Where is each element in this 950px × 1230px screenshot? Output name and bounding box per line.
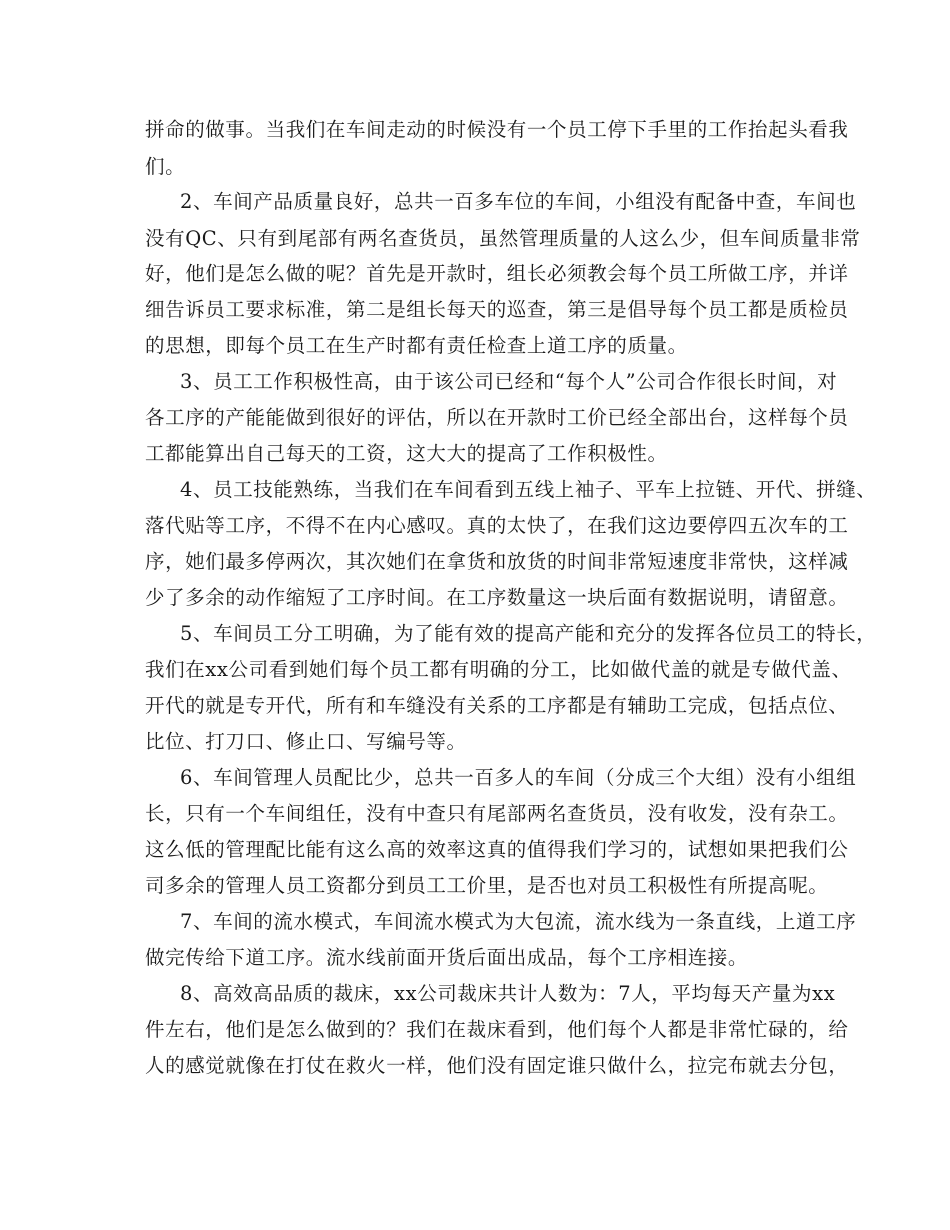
text-line-3: 2、车间产品质量良好，总共一百多车位的车间，小组没有配备中查，车间也 — [180, 190, 857, 213]
text-line-20: 长，只有一个车间组任，没有中查只有尾部两名查货员，没有收发，没有杂工。 — [145, 802, 849, 825]
text-line-8: 3、员工工作积极性高，由于该公司已经和“每个人”公司合作很长时间，对 — [180, 370, 838, 393]
text-line-21: 这么低的管理配比能有这么高的效率这真的值得我们学习的，试想如果把我们公 — [145, 838, 849, 861]
text-line-25: 8、高效高品质的裁床，xx公司裁床共计人数为：7人，平均每天产量为xx — [180, 982, 836, 1005]
text-line-24: 做完传给下道工序。流水线前面开货后面出成品，每个工序相连接。 — [145, 946, 749, 969]
text-line-2: 们。 — [145, 155, 186, 178]
text-line-7: 的思想，即每个员工在生产时都有责任检查上道工序的质量。 — [145, 334, 688, 357]
text-line-16: 我们在xx公司看到她们每个员工都有明确的分工，比如做代盖的就是专做代盖、 — [145, 658, 852, 681]
text-line-14: 少了多余的动作缩短了工序时间。在工序数量这一块后面有数据说明，请留意。 — [145, 586, 849, 609]
text-line-1: 拼命的做事。当我们在车间走动的时候没有一个员工停下手里的工作抬起头看我 — [145, 118, 849, 141]
text-line-5: 好，他们是怎么做的呢？首先是开款时，组长必须教会每个员工所做工序，并详 — [145, 262, 849, 285]
text-line-10: 工都能算出自己每天的工资，这大大的提高了工作积极性。 — [145, 442, 668, 465]
text-line-11: 4、员工技能熟练，当我们在车间看到五线上袖子、平车上拉链、开代、拼缝、 — [180, 478, 877, 501]
text-line-13: 序，她们最多停两次，其次她们在拿货和放货的时间非常短速度非常快，这样减 — [145, 550, 849, 573]
text-line-19: 6、车间管理人员配比少，总共一百多人的车间（分成三个大组）没有小组组 — [180, 766, 857, 789]
text-line-26: 件左右，他们是怎么做到的？我们在裁床看到，他们每个人都是非常忙碌的，给 — [145, 1018, 849, 1041]
text-line-22: 司多余的管理人员工资都分到员工工价里，是否也对员工积极性有所提高呢。 — [145, 874, 829, 897]
text-line-18: 比位、打刀口、修止口、写编号等。 — [145, 730, 467, 753]
text-line-4: 没有QC、只有到尾部有两名查货员，虽然管理质量的人这么少，但车间质量非常 — [145, 227, 861, 250]
text-line-6: 细告诉员工要求标准，第二是组长每天的巡查，第三是倡导每个员工都是质检员 — [145, 298, 849, 321]
text-line-23: 7、车间的流水模式，车间流水模式为大包流，流水线为一条直线，上道工序 — [180, 910, 857, 933]
text-line-9: 各工序的产能能做到很好的评估，所以在开款时工价已经全部出台，这样每个员 — [145, 406, 849, 429]
text-line-17: 开代的就是专开代，所有和车缝没有关系的工序都是有辅助工完成，包括点位、 — [145, 694, 849, 717]
text-line-27: 人的感觉就像在打仗在救火一样，他们没有固定谁只做什么，拉完布就去分包， — [145, 1054, 849, 1077]
text-line-12: 落代贴等工序，不得不在内心感叹。真的太快了，在我们这边要停四五次车的工 — [145, 514, 849, 537]
text-line-15: 5、车间员工分工明确，为了能有效的提高产能和充分的发挥各位员工的特长， — [180, 622, 877, 645]
